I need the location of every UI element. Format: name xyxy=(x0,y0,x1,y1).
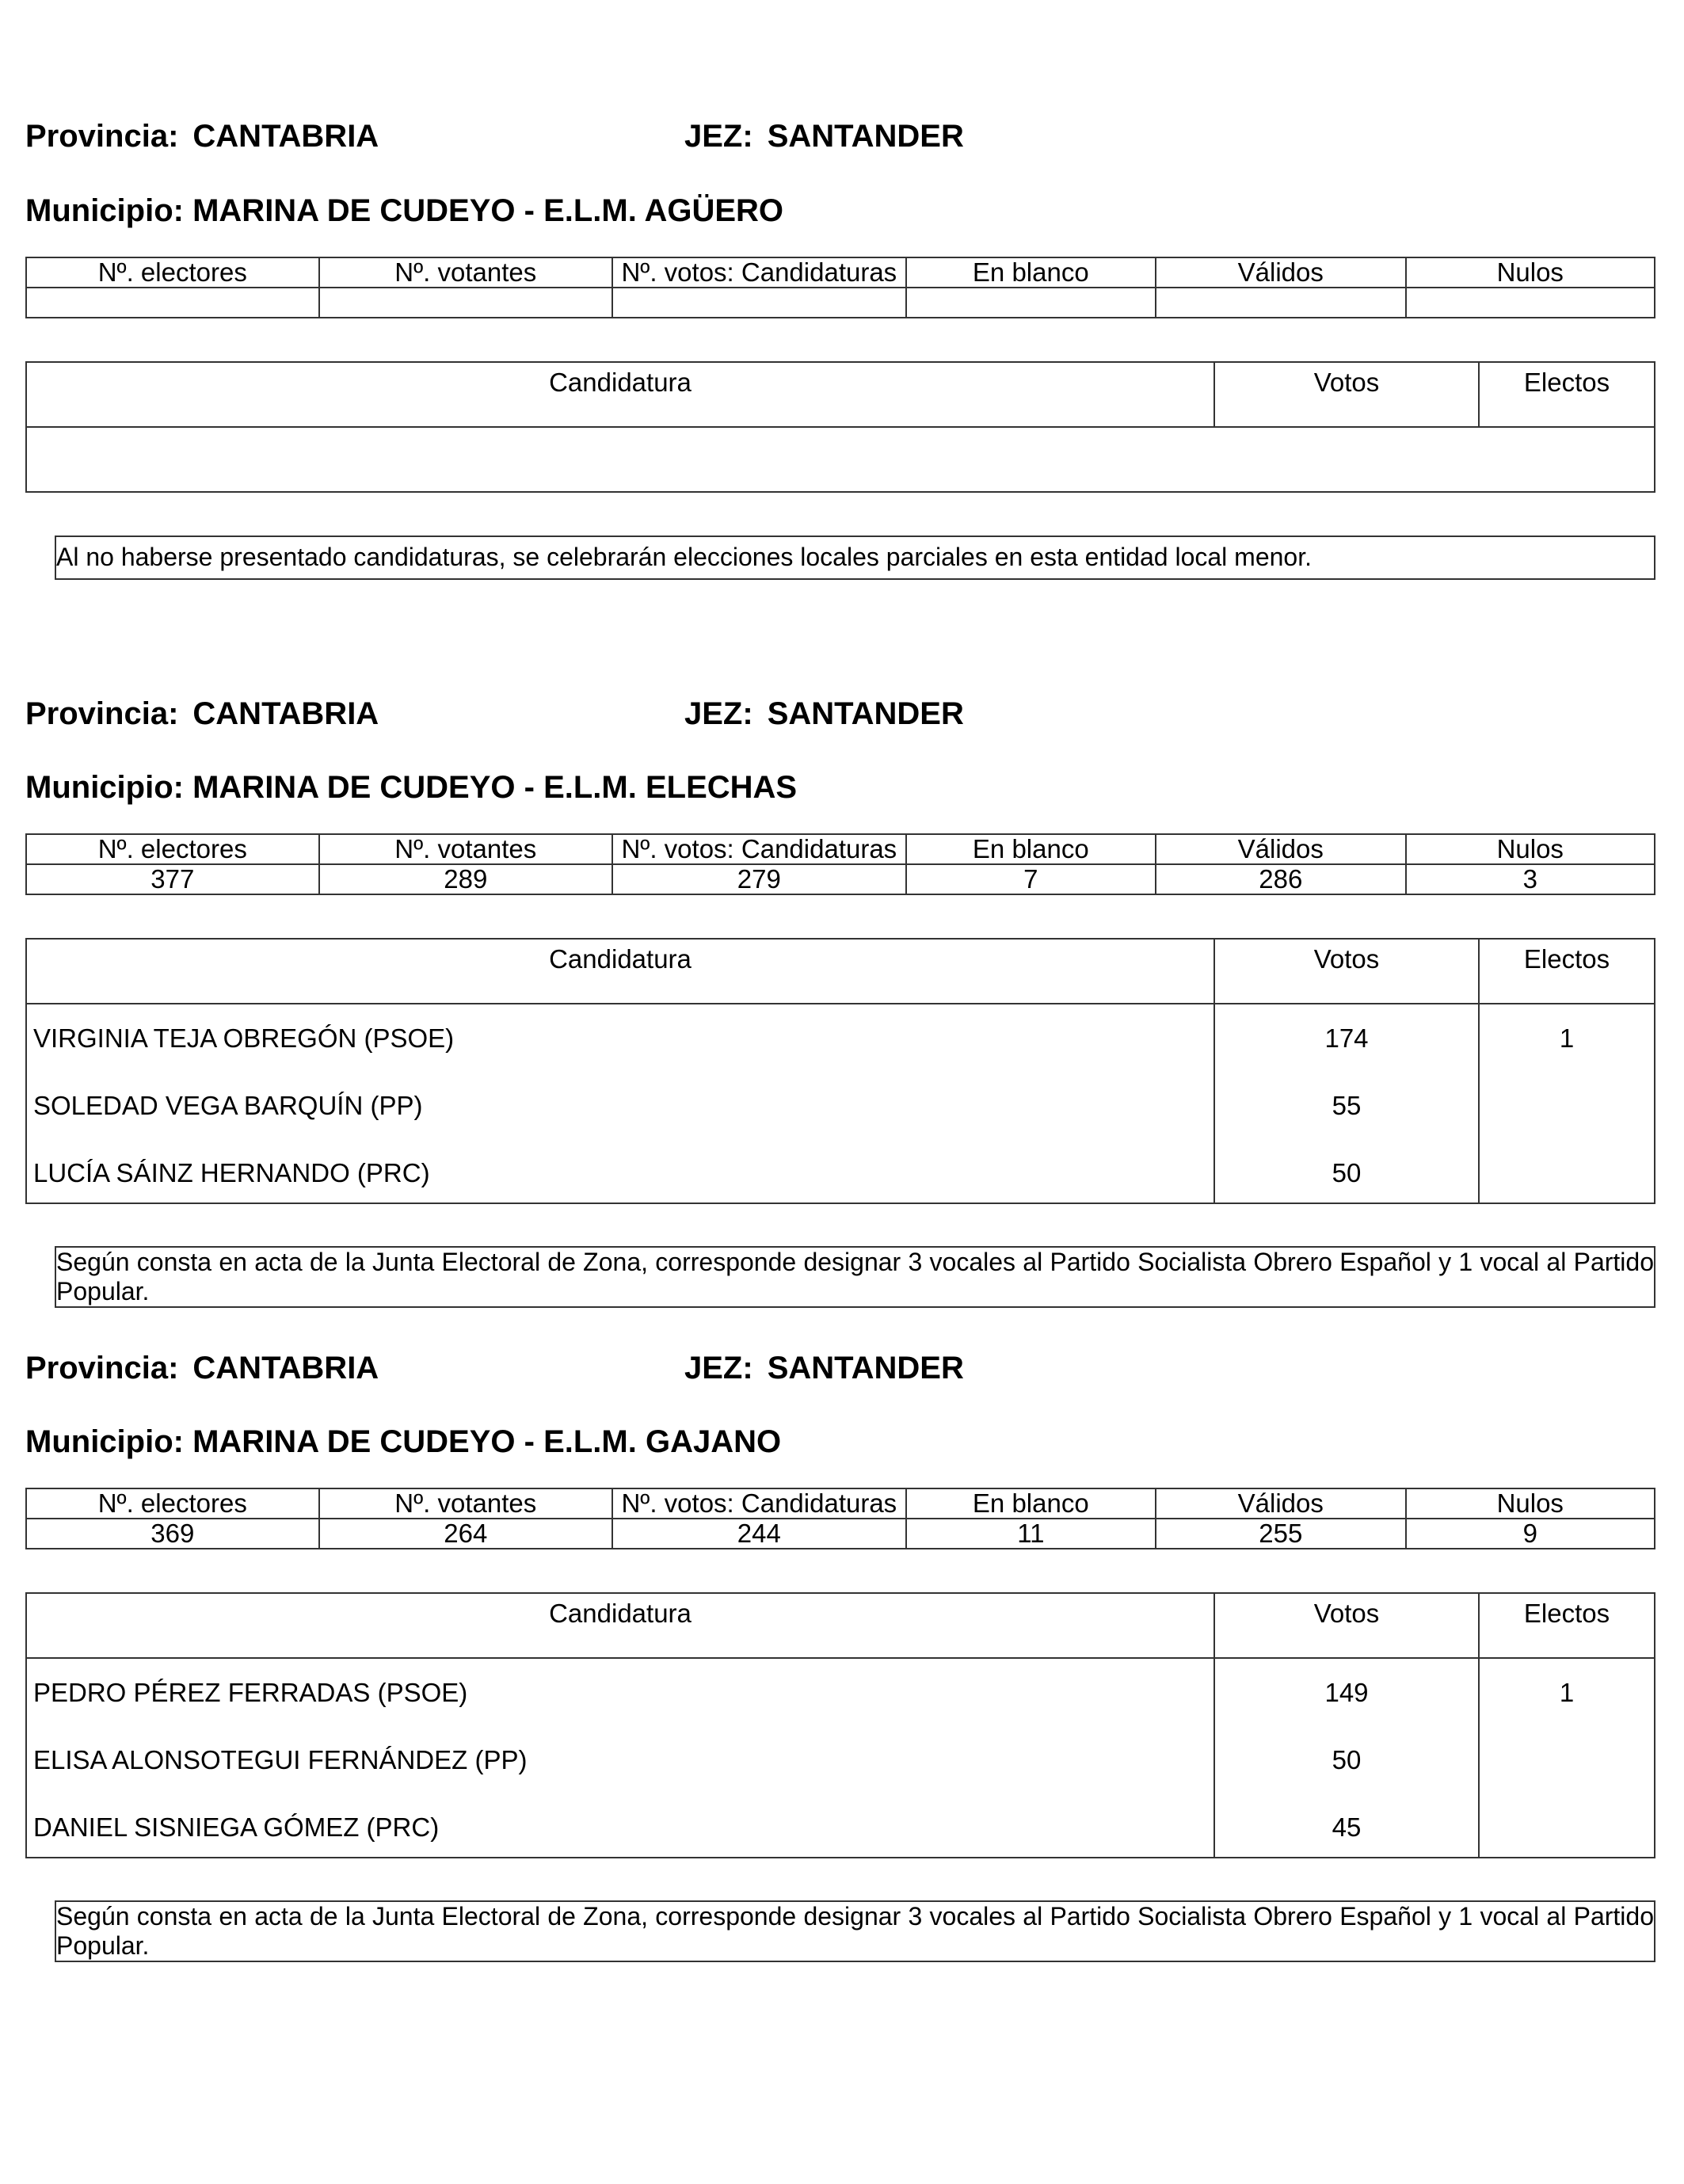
candidate-name: ELISA ALONSOTEGUI FERNÁNDEZ (PP) xyxy=(33,1745,528,1774)
value-nulos xyxy=(1406,288,1655,318)
candidates-table xyxy=(25,938,1655,1204)
stats-table xyxy=(25,1488,1655,1549)
candidate-votes: 50 xyxy=(1332,1158,1362,1187)
jez-label: JEZ: xyxy=(684,1351,753,1385)
value-en-blanco: 7 xyxy=(906,864,1156,894)
jez-line xyxy=(684,120,964,152)
header-votantes: Nº. votantes xyxy=(319,1488,613,1519)
value-votantes: 264 xyxy=(319,1519,613,1549)
candidate-electos: 1 xyxy=(1559,1023,1575,1053)
header-en-blanco: En blanco xyxy=(906,834,1156,864)
value-validos: 255 xyxy=(1156,1519,1405,1549)
candidate-votes-column xyxy=(1215,1004,1480,1204)
header-votos: Votos xyxy=(1215,1594,1480,1657)
candidates-header xyxy=(27,1594,1654,1659)
provincia-line xyxy=(25,120,379,152)
header-votos-candidaturas: Nº. votos: Candidaturas xyxy=(612,834,906,864)
candidates-table xyxy=(25,1592,1655,1858)
header-nulos: Nulos xyxy=(1406,257,1655,288)
value-votos-candidaturas xyxy=(612,288,906,318)
candidate-electos xyxy=(1480,1139,1654,1206)
candidate-electos-column xyxy=(1480,1004,1654,1204)
candidate-name: SOLEDAD VEGA BARQUÍN (PP) xyxy=(33,1091,423,1120)
municipio-value: MARINA DE CUDEYO - E.L.M. AGÜERO xyxy=(192,193,784,228)
header-electos: Electos xyxy=(1523,944,1610,974)
candidate-votes: 55 xyxy=(1332,1091,1362,1120)
header-nulos: Nulos xyxy=(1406,834,1655,864)
candidates-body xyxy=(27,1659,1654,1858)
header-en-blanco: En blanco xyxy=(906,257,1156,288)
candidate-votes: 45 xyxy=(1332,1812,1362,1842)
header-candidatura: Candidatura xyxy=(27,940,1215,1003)
municipio-label: Municipio: xyxy=(25,1424,184,1459)
header-votos-candidaturas: Nº. votos: Candidaturas xyxy=(612,1488,906,1519)
stats-value-row xyxy=(26,864,1655,894)
provincia-value: CANTABRIA xyxy=(192,696,379,731)
candidate-name-column xyxy=(27,1004,1215,1204)
municipio-value: MARINA DE CUDEYO - E.L.M. ELECHAS xyxy=(192,770,798,805)
candidate-votes: 174 xyxy=(1324,1023,1369,1053)
candidate-name: LUCÍA SÁINZ HERNANDO (PRC) xyxy=(33,1158,430,1187)
value-validos: 286 xyxy=(1156,864,1405,894)
candidate-votes: 50 xyxy=(1332,1745,1362,1774)
jez-line xyxy=(684,698,964,730)
header-candidatura: Candidatura xyxy=(27,363,1215,426)
provincia-label: Provincia: xyxy=(25,696,179,731)
candidate-electos xyxy=(1480,1072,1654,1139)
candidate-votes-column xyxy=(1215,1659,1480,1858)
value-nulos: 3 xyxy=(1406,864,1655,894)
header-votos: Votos xyxy=(1215,363,1480,426)
value-votantes: 289 xyxy=(319,864,613,894)
candidate-electos xyxy=(1480,1793,1654,1861)
value-nulos: 9 xyxy=(1406,1519,1655,1549)
provincia-line xyxy=(25,698,379,730)
header-validos: Válidos xyxy=(1156,257,1405,288)
municipio-line xyxy=(25,195,783,227)
value-en-blanco: 11 xyxy=(906,1519,1156,1549)
note: Según consta en acta de la Junta Electoral de Zona, corresponde designar 3 vocales al Partido Socialista Obrero Español y 1 vocal al Partido Popular. xyxy=(55,1900,1655,1962)
provincia-value: CANTABRIA xyxy=(192,1351,379,1385)
note: Al no haberse presentado candidaturas, se celebrarán elecciones locales parciales en esta entidad local menor. xyxy=(55,536,1655,580)
provincia-line xyxy=(25,1352,379,1384)
municipio-line xyxy=(25,772,797,803)
candidate-name: PEDRO PÉREZ FERRADAS (PSOE) xyxy=(33,1678,468,1707)
stats-value-row xyxy=(26,288,1655,318)
value-electores: 377 xyxy=(26,864,319,894)
value-votos-candidaturas: 244 xyxy=(612,1519,906,1549)
candidates-header xyxy=(27,363,1654,428)
header-electores: Nº. electores xyxy=(26,1488,319,1519)
header-electores: Nº. electores xyxy=(26,257,319,288)
candidate-name: VIRGINIA TEJA OBREGÓN (PSOE) xyxy=(33,1023,455,1053)
jez-value: SANTANDER xyxy=(767,1351,964,1385)
header-votos-candidaturas: Nº. votos: Candidaturas xyxy=(612,257,906,288)
jez-label: JEZ: xyxy=(684,119,753,154)
candidate-votes: 149 xyxy=(1324,1678,1369,1707)
stats-header-row xyxy=(26,834,1655,864)
candidates-body xyxy=(27,1004,1654,1204)
candidate-name-column xyxy=(27,1659,1215,1858)
stats-table xyxy=(25,257,1655,318)
jez-value: SANTANDER xyxy=(767,119,964,154)
candidates-table xyxy=(25,361,1655,493)
stats-header-row xyxy=(26,1488,1655,1519)
value-electores xyxy=(26,288,319,318)
provincia-label: Provincia: xyxy=(25,1351,179,1385)
municipio-label: Municipio: xyxy=(25,770,184,805)
header-nulos: Nulos xyxy=(1406,1488,1655,1519)
header-electos: Electos xyxy=(1523,368,1610,397)
candidate-name: DANIEL SISNIEGA GÓMEZ (PRC) xyxy=(33,1812,440,1842)
note: Según consta en acta de la Junta Electoral de Zona, corresponde designar 3 vocales al Partido Socialista Obrero Español y 1 vocal al Partido Popular. xyxy=(55,1246,1655,1308)
header-electos: Electos xyxy=(1523,1599,1610,1628)
provincia-value: CANTABRIA xyxy=(192,119,379,154)
header-electores: Nº. electores xyxy=(26,834,319,864)
candidate-electos: 1 xyxy=(1559,1678,1575,1707)
value-votantes xyxy=(319,288,613,318)
header-votantes: Nº. votantes xyxy=(319,834,613,864)
header-candidatura: Candidatura xyxy=(27,1594,1215,1657)
header-validos: Válidos xyxy=(1156,1488,1405,1519)
candidate-electos xyxy=(1480,1726,1654,1793)
municipio-value: MARINA DE CUDEYO - E.L.M. GAJANO xyxy=(192,1424,782,1459)
stats-value-row xyxy=(26,1519,1655,1549)
jez-label: JEZ: xyxy=(684,696,753,731)
value-electores: 369 xyxy=(26,1519,319,1549)
municipio-label: Municipio: xyxy=(25,193,184,228)
value-en-blanco xyxy=(906,288,1156,318)
header-validos: Válidos xyxy=(1156,834,1405,864)
header-votantes: Nº. votantes xyxy=(319,257,613,288)
provincia-label: Provincia: xyxy=(25,119,179,154)
candidates-header xyxy=(27,940,1654,1004)
header-votos: Votos xyxy=(1215,940,1480,1003)
jez-line xyxy=(684,1352,964,1384)
municipio-line xyxy=(25,1426,781,1458)
candidate-electos-column xyxy=(1480,1659,1654,1858)
header-en-blanco: En blanco xyxy=(906,1488,1156,1519)
jez-value: SANTANDER xyxy=(767,696,964,731)
stats-header-row xyxy=(26,257,1655,288)
value-validos xyxy=(1156,288,1405,318)
value-votos-candidaturas: 279 xyxy=(612,864,906,894)
stats-table xyxy=(25,833,1655,895)
